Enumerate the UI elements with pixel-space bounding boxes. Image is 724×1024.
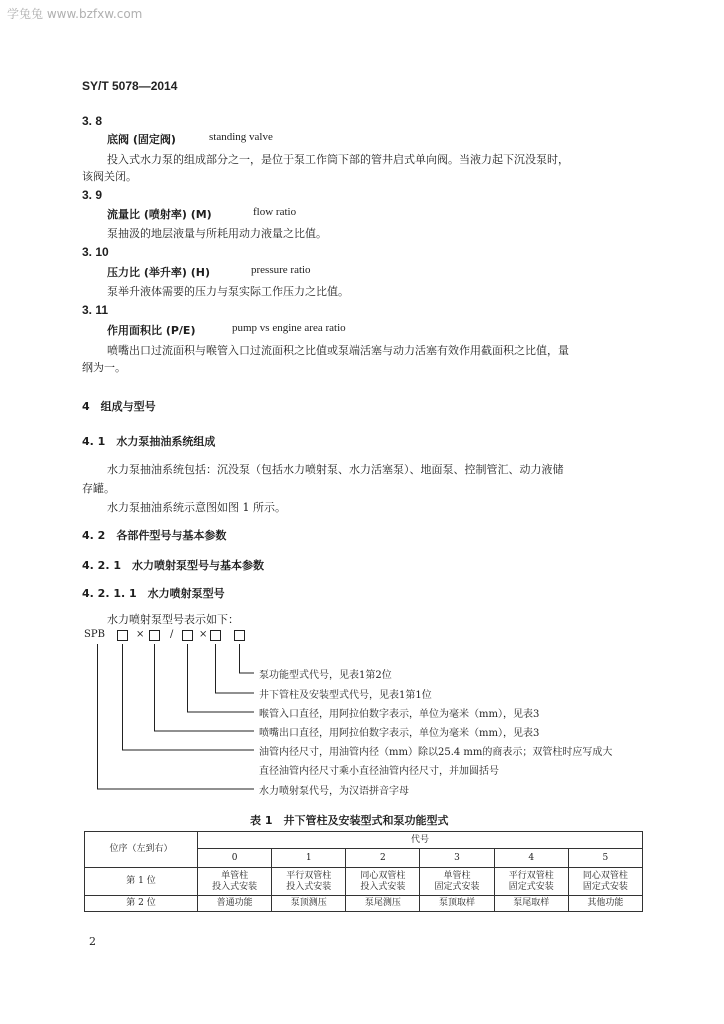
code-cell: 0 xyxy=(198,849,272,868)
table-cell: 泵顶取样 xyxy=(420,896,494,912)
clause-number: 3. 11 xyxy=(82,303,109,317)
table-caption: 表 1 井下管柱及安装型式和泵功能型式 xyxy=(250,814,449,827)
legend-item: 喷嘴出口直径，用阿拉伯数字表示，单位为毫米（mm），见表3 xyxy=(259,728,540,739)
section-heading: 4. 2. 1. 1 水力喷射泵型号 xyxy=(82,587,225,600)
table-cell: 单管柱 固定式安装 xyxy=(420,868,494,896)
code-box xyxy=(211,631,221,641)
row-label: 第 1 位 xyxy=(85,868,198,896)
model-prefix: SPB xyxy=(84,629,105,640)
table-cell: 同心双管柱 固定式安装 xyxy=(568,868,642,896)
table-cell: 平行双管柱 投入式安装 xyxy=(272,868,346,896)
clause-number: 3. 8 xyxy=(82,114,103,128)
table-cell: 泵尾测压 xyxy=(346,896,420,912)
section-heading: 4. 1 水力泵抽油系统组成 xyxy=(82,435,216,448)
code-cell: 1 xyxy=(272,849,346,868)
clause-number: 3. 9 xyxy=(82,188,103,202)
table-1 xyxy=(84,831,643,912)
chapter-heading: 4 组成与型号 xyxy=(82,400,156,413)
code-cell: 4 xyxy=(494,849,568,868)
section-heading: 4. 2 各部件型号与基本参数 xyxy=(82,529,227,542)
separator: × xyxy=(136,629,145,640)
table-cell: 其他功能 xyxy=(568,896,642,912)
table-cell: 泵尾取样 xyxy=(494,896,568,912)
legend-item: 油管内径尺寸，用油管内径（mm）除以25.4 mm的商表示；双管柱时应写成大 xyxy=(259,747,613,758)
table-row xyxy=(85,868,643,896)
separator: / xyxy=(170,629,174,640)
table-cell: 普通功能 xyxy=(198,896,272,912)
paragraph: 水力泵抽油系统包括：沉没泵（包括水力喷射泵、水力活塞泵）、地面泵、控制管汇、动力液储 xyxy=(107,463,564,476)
table-cell: 泵顶测压 xyxy=(272,896,346,912)
term-cn: 底阀 (固定阀) xyxy=(107,133,176,146)
clause-number: 3. 10 xyxy=(82,245,109,259)
table-cell: 同心双管柱 投入式安装 xyxy=(346,868,420,896)
table-cell: 平行双管柱 固定式安装 xyxy=(494,868,568,896)
term-en: pump vs engine area ratio xyxy=(232,322,346,334)
legend-item: 水力喷射泵代号，为汉语拼音字母 xyxy=(259,786,409,797)
definition-text: 喷嘴出口过流面积与喉管入口过流面积之比值或泵端活塞与动力活塞有效作用截面积之比值，量 xyxy=(107,344,569,357)
definition-text: 泵抽汲的地层液量与所耗用动力液量之比值。 xyxy=(107,227,327,240)
term-en: pressure ratio xyxy=(251,264,311,276)
row-label: 第 2 位 xyxy=(85,896,198,912)
standard-code-header: SY/T 5078—2014 xyxy=(82,79,178,93)
paragraph: 存罐。 xyxy=(82,482,115,495)
legend-item: 直径油管内径尺寸乘小直径油管内径尺寸，并加圆括号 xyxy=(259,766,499,777)
legend-item: 井下管柱及安装型式代号，见表1第1位 xyxy=(259,690,432,701)
definition-text: 投入式水力泵的组成部分之一，是位于泵工作筒下部的管井启式单向阀。当液力起下沉没泵时， xyxy=(107,153,569,166)
code-box xyxy=(118,631,128,641)
definition-text: 泵举升液体需要的压力与泵实际工作压力之比值。 xyxy=(107,285,349,298)
code-box xyxy=(235,631,245,641)
term-cn: 流量比 (喷射率) (M) xyxy=(107,208,212,221)
code-cell: 3 xyxy=(420,849,494,868)
paragraph: 水力喷射泵型号表示如下： xyxy=(107,613,239,626)
table-cell: 单管柱 投入式安装 xyxy=(198,868,272,896)
column-header: 位序（左到右） xyxy=(85,832,198,868)
definition-text: 该阀关闭。 xyxy=(82,170,137,183)
legend-item: 喉管入口直径，用阿拉伯数字表示，单位为毫米（mm），见表3 xyxy=(259,709,540,720)
paragraph: 水力泵抽油系统示意图如图 1 所示。 xyxy=(107,501,286,514)
separator: × xyxy=(199,629,208,640)
code-box xyxy=(183,631,193,641)
term-en: standing valve xyxy=(209,131,273,143)
code-cell: 5 xyxy=(568,849,642,868)
code-box xyxy=(150,631,160,641)
page-number: 2 xyxy=(89,935,96,948)
term-cn: 压力比 (举升率) (H) xyxy=(107,266,210,279)
code-header: 代号 xyxy=(198,832,643,849)
term-cn: 作用面积比 (P/E) xyxy=(107,324,196,337)
definition-text: 纲为一。 xyxy=(82,361,126,374)
watermark: 学兔兔 www.bzfxw.com xyxy=(7,7,143,21)
legend-item: 泵功能型式代号，见表1第2位 xyxy=(259,670,392,681)
code-cell: 2 xyxy=(346,849,420,868)
section-heading: 4. 2. 1 水力喷射泵型号与基本参数 xyxy=(82,559,264,572)
table-row xyxy=(85,896,643,912)
term-en: flow ratio xyxy=(253,206,297,218)
